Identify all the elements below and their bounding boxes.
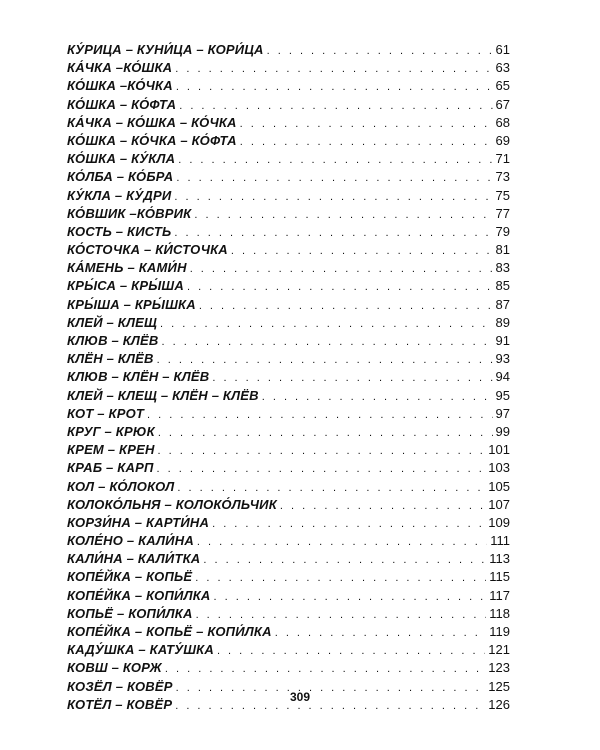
toc-entry-title: КЛЕЙ – КЛЕЩ – КЛЁН – КЛЁВ [67,387,259,403]
toc-entry-title: КЛЮВ – КЛЁН – КЛЁВ [67,369,210,385]
dot-leader [178,151,492,169]
toc-entry-title: КО́ШКА – КО́ФТА [67,96,177,112]
toc-entry-title: КОЛОКО́ЛЬНЯ – КОЛОКО́ЛЬЧИК [67,496,277,512]
dot-leader [240,115,493,133]
toc-entry-page: 77 [495,205,510,221]
dot-leader [213,588,486,606]
toc-entry [67,659,510,677]
toc-entry-title: КОПЕ́ЙКА – КОПИ́ЛКА [67,587,211,603]
dot-leader [203,551,486,569]
toc-entry-page: 105 [488,478,510,494]
toc-entry-title: КАЛИ́НА – КАЛИ́ТКА [67,551,201,567]
toc-entry-page: 69 [495,132,510,148]
toc-entry-page: 61 [495,42,510,57]
toc-entry-page: 99 [495,423,510,439]
toc-entry-page: 85 [495,278,510,294]
toc-entry-title: КОСТЬ – КИСТЬ [67,223,172,239]
toc-entry [67,296,510,314]
toc-entry [67,387,510,405]
toc-entry-title: КУ́КЛА – КУ́ДРИ [67,187,172,203]
toc-entry-page: 73 [495,169,510,185]
toc-entry [67,59,510,77]
dot-leader [176,78,493,96]
toc-entry-title: КЛЮВ – КЛЁВ [67,333,159,348]
toc-entry-title: КОТ – КРОТ [67,405,145,421]
toc-entry [67,605,510,623]
toc-entry-page: 123 [488,660,510,676]
toc-entry [67,259,510,277]
toc-entry [67,168,510,186]
dot-leader [175,60,492,78]
dot-leader [177,479,485,497]
toc-entry-page: 79 [495,223,510,239]
toc-entry-page: 121 [488,642,510,658]
dot-leader [212,369,492,387]
toc-entry-page: 119 [489,624,510,639]
toc-entry [67,587,510,605]
toc-entry-page: 95 [495,387,510,403]
dot-leader [157,460,486,478]
page-number: 309 [289,690,311,704]
toc-entry [67,641,510,659]
dot-leader [267,42,493,60]
toc-entry [67,368,510,386]
toc-entry-title: КАДУ́ШКА – КАТУ́ШКА [67,642,214,658]
toc-entry-title: КО́ШКА – КО́ЧКА – КО́ФТА [67,132,237,148]
toc-entry-page: 65 [495,78,510,94]
toc-entry-title: КА́ЧКА –КО́ШКА [67,60,173,76]
toc-entry-title: КОПЬЁ – КОПИ́ЛКА [67,605,193,621]
dot-leader [187,278,493,296]
dot-leader [165,660,485,678]
toc-entry-page: 126 [488,696,510,712]
dot-leader [195,569,486,587]
toc-entry [67,623,510,641]
toc-entry [67,150,510,168]
toc-entry-title: КО́ШКА –КО́ЧКА [67,78,173,94]
toc-entry-title: КОЛЕ́НО – КАЛИ́НА [67,533,194,549]
toc-entry-page: 91 [495,333,510,348]
toc-entry-title: КОЗЁЛ – КОВЁР [67,678,173,694]
toc-entry-title: КОВШ – КОРЖ [67,660,162,676]
dot-leader [212,515,485,533]
toc-entry-page: 94 [495,369,510,385]
toc-entry [67,459,510,477]
toc-entry-title: КА́ЧКА – КО́ШКА – КО́ЧКА [67,114,237,130]
toc-entry-title: КОПЕ́ЙКА – КОПЬЁ – КОПИ́ЛКА [67,624,272,639]
toc-entry [67,187,510,205]
dot-leader [262,388,493,406]
dot-leader [174,188,492,206]
toc-entry [67,96,510,114]
dot-leader [162,333,493,351]
toc-entry-page: 67 [495,96,510,112]
dot-leader [199,297,493,315]
toc-entry-page: 107 [488,496,510,512]
toc-entry-page: 75 [495,187,510,203]
toc-entry [67,478,510,496]
toc-entry-title: КЛЕЙ – КЛЕЩ [67,314,158,330]
toc-entry [67,405,510,423]
toc-entry-page: 89 [495,314,510,330]
toc-entry [67,77,510,95]
dot-leader [280,497,485,515]
toc-entry-title: КОТЁЛ – КОВЁР [67,696,173,712]
dot-leader [240,133,493,151]
toc-entry-page: 87 [495,296,510,312]
toc-entry [67,423,510,441]
toc-entry-title: КОЛ – КО́ЛОКОЛ [67,478,175,494]
toc-entry [67,114,510,132]
toc-entry [67,41,510,59]
toc-entry-page: 81 [495,242,510,258]
toc-entry [67,532,510,550]
dot-leader [158,424,493,442]
toc-entry [67,205,510,223]
toc-entry-page: 118 [489,605,510,621]
toc-entry-title: КО́ЛБА – КО́БРА [67,169,174,185]
toc-entry-page: 111 [490,533,510,549]
dot-leader [160,315,492,333]
toc-entry-page: 103 [488,460,510,476]
dot-leader [179,97,492,115]
dot-leader [157,351,493,369]
toc-entry-title: КОПЕ́ЙКА – КОПЬЁ [67,569,193,585]
toc-entry-page: 117 [489,587,510,603]
dot-leader [231,242,493,260]
toc-entry-title: КРАБ – КАРП [67,460,154,476]
dot-leader [158,442,486,460]
toc-entry [67,496,510,514]
toc-entry [67,550,510,568]
toc-entry-page: 68 [495,114,510,130]
toc-entry [67,314,510,332]
dot-leader [275,624,487,642]
toc-entry-page: 109 [488,514,510,530]
toc-entry-page: 113 [489,551,510,567]
toc-entry-page: 125 [488,678,510,694]
toc-entry-title: КРЕМ – КРЕН [67,442,155,458]
toc-entry-page: 63 [495,60,510,76]
toc-entry-title: КО́СТОЧКА – КИ́СТОЧКА [67,242,228,258]
toc-entry-title: КРЫ́ША – КРЫ́ШКА [67,296,196,312]
toc-entry [67,332,510,350]
toc-entry-page: 97 [495,405,510,421]
dot-leader [174,224,492,242]
toc-entry [67,223,510,241]
table-of-contents [67,41,510,714]
toc-entry [67,514,510,532]
dot-leader [194,206,492,224]
toc-entry [67,132,510,150]
dot-leader [190,260,493,278]
toc-entry-title: КОРЗИ́НА – КАРТИ́НА [67,514,210,530]
toc-entry [67,441,510,459]
toc-entry-page: 83 [495,260,510,276]
dot-leader [196,606,487,624]
toc-entry-page: 115 [489,569,510,585]
toc-entry-title: КРУГ – КРЮК [67,423,155,439]
toc-entry [67,350,510,368]
dot-leader [147,406,492,424]
dot-leader [176,169,492,187]
toc-entry-title: КЛЁН – КЛЁВ [67,351,154,367]
toc-entry-page: 101 [488,442,510,458]
toc-entry-title: КО́ВШИК –КО́ВРИК [67,205,192,221]
toc-entry-page: 71 [495,151,510,167]
toc-entry-page: 93 [495,351,510,367]
toc-entry [67,568,510,586]
toc-entry [67,241,510,259]
dot-leader [217,642,485,660]
dot-leader [197,533,487,551]
toc-entry [67,277,510,295]
toc-entry-title: КО́ШКА – КУ́КЛА [67,151,176,167]
toc-entry-title: КА́МЕНЬ – КАМИ́Н [67,260,187,276]
toc-entry-title: КУ́РИЦА – КУНИ́ЦА – КОРИ́ЦА [67,42,264,57]
toc-entry-title: КРЫ́СА – КРЫ́ША [67,278,184,294]
